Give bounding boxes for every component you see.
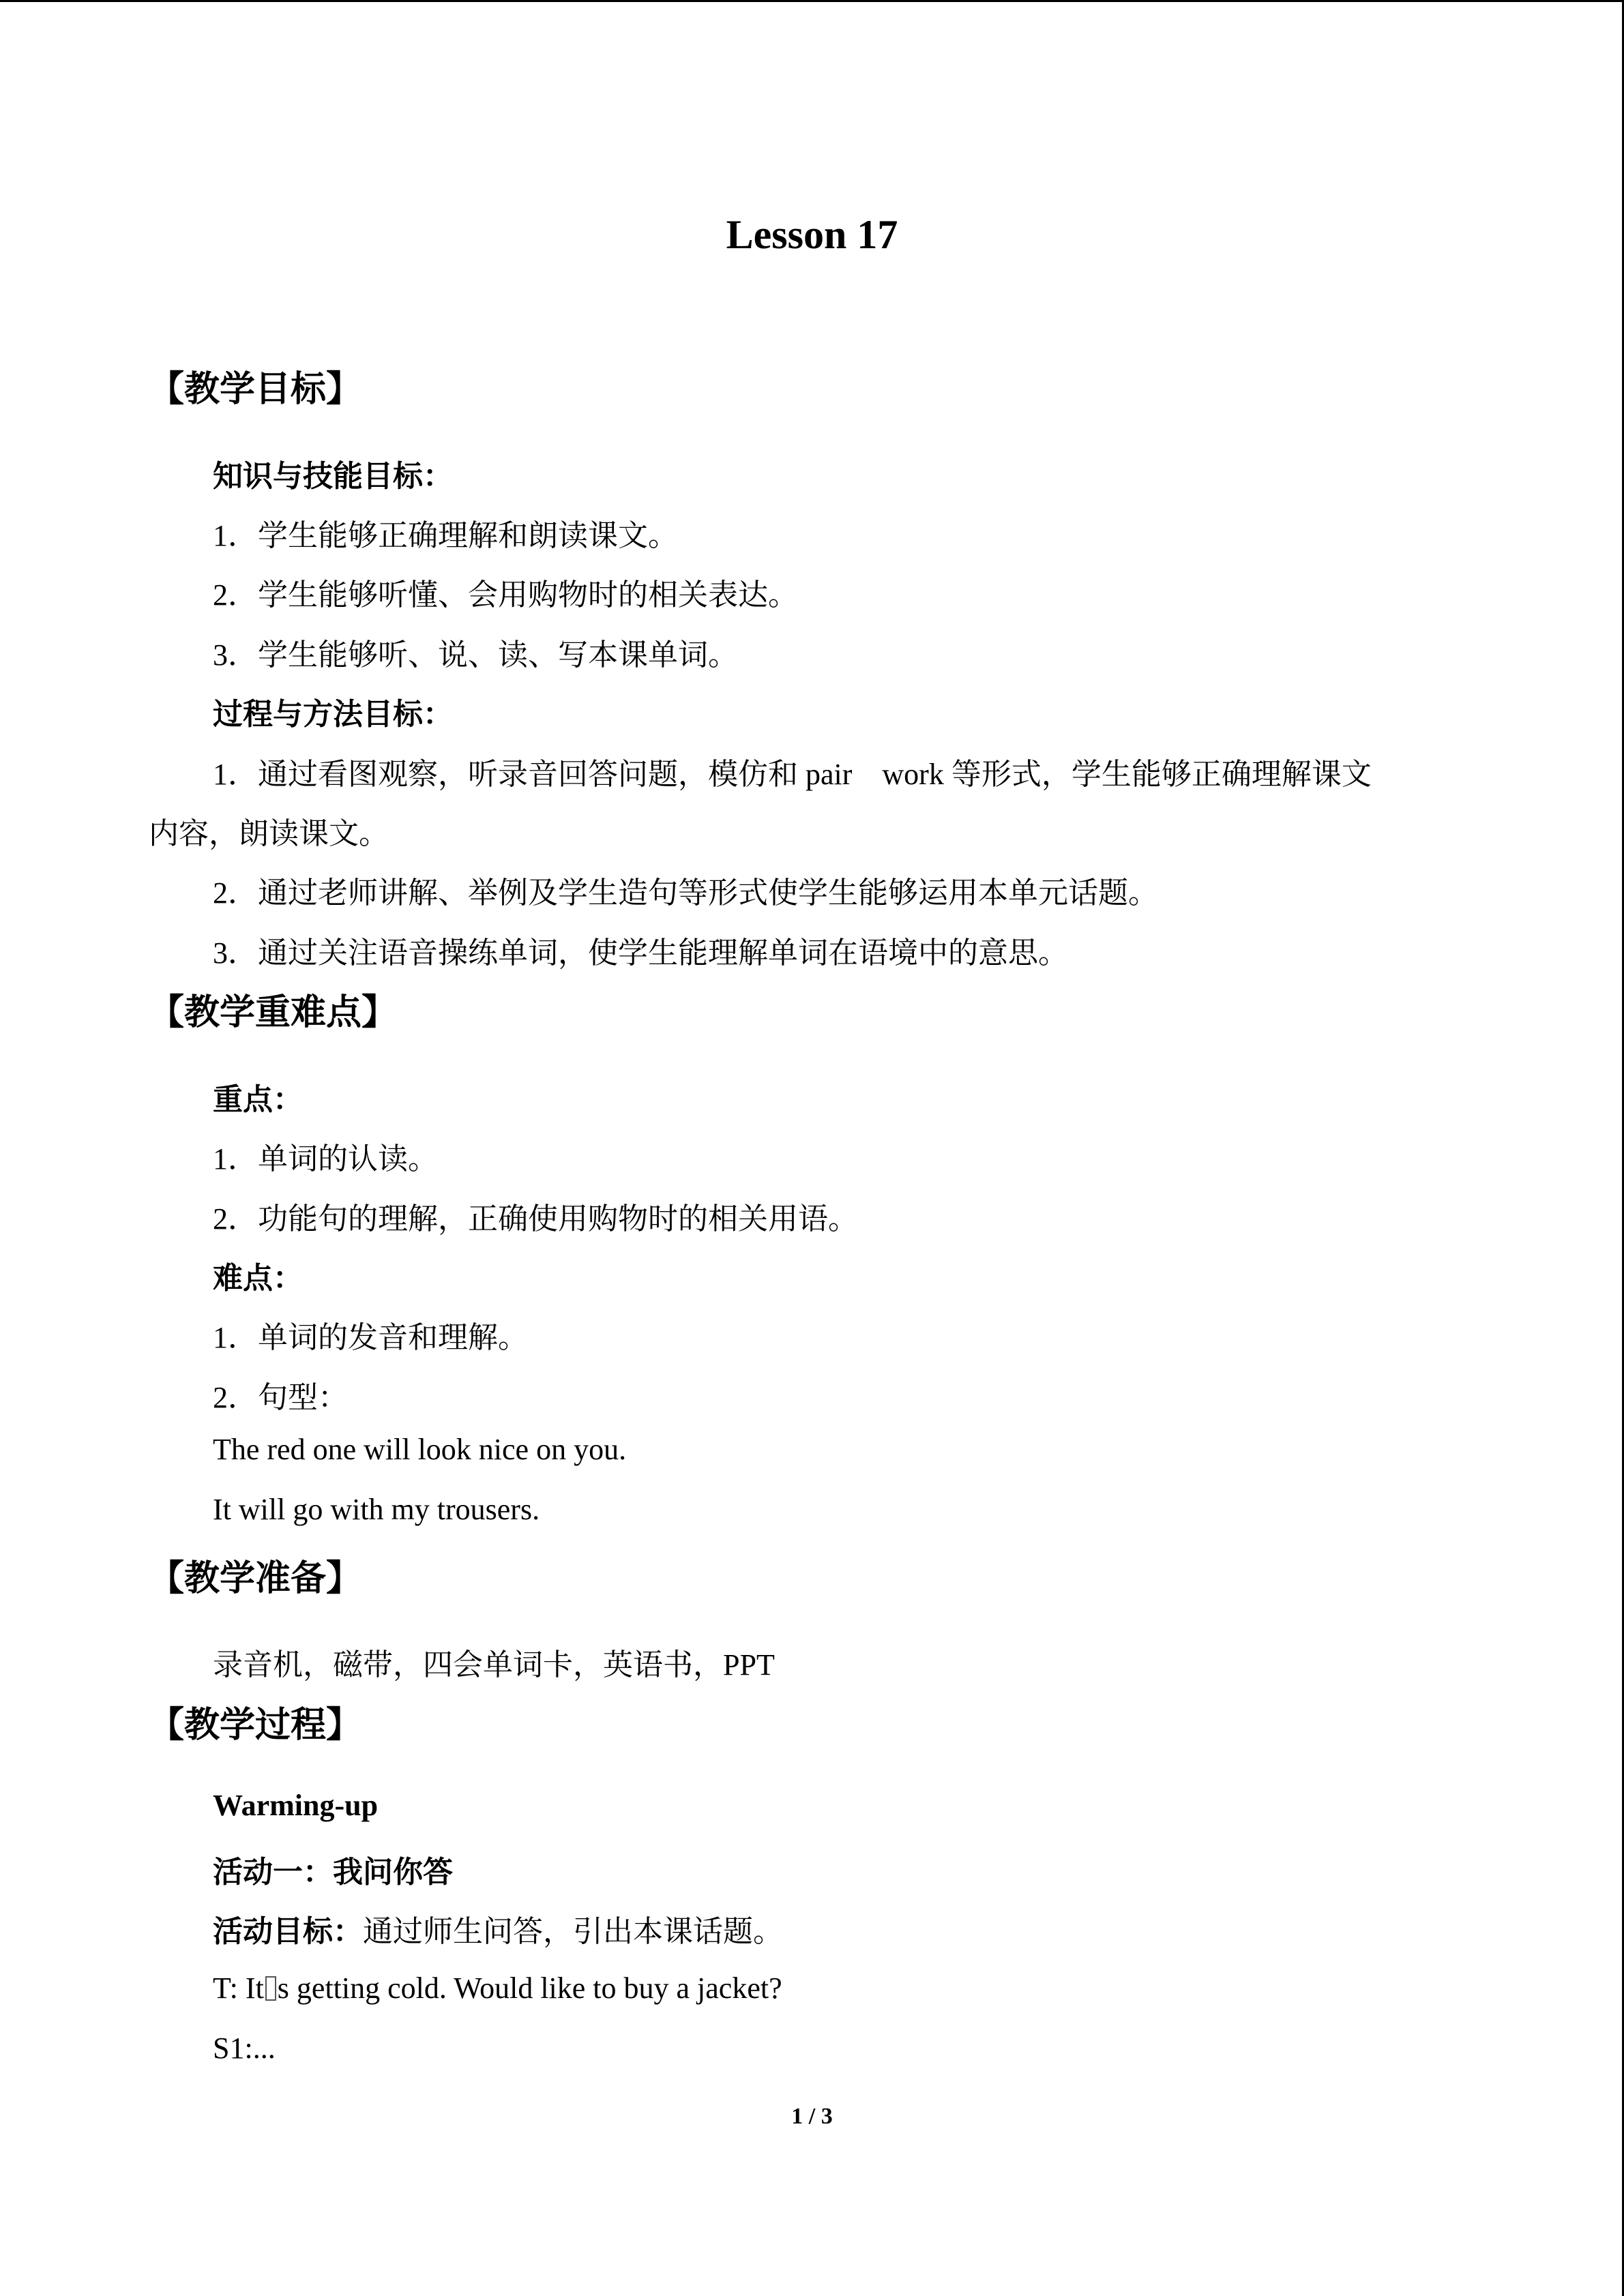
objectives-heading: 【教学目标】	[149, 369, 362, 410]
process-label: 过程与方法目标：	[213, 698, 453, 731]
key-label: 重点：	[213, 1083, 303, 1116]
difficult-label: 难点：	[213, 1262, 303, 1295]
student-line: S1:...	[213, 2031, 276, 2065]
sentence-1: The red one will look nice on you.	[213, 1433, 627, 1466]
sentence-2: It will go with my trousers.	[213, 1493, 540, 1526]
warmup-label: Warming-up	[213, 1789, 379, 1822]
teacher-line-end: s getting cold. Would like to buy a jacket?	[277, 1971, 782, 2005]
teacher-line-start: T: It	[213, 1971, 264, 2005]
process-item-1-line-1: 1．通过看图观察，听录音回答问题，模仿和 pair work 等形式，学生能够正确理解课文	[213, 758, 1372, 791]
knowledge-item-1: 1．学生能够正确理解和朗读课文。	[213, 519, 678, 552]
teacher-line	[213, 1971, 782, 2006]
process-item-3: 3．通过关注语音操练单词，使学生能理解单词在语境中的意思。	[213, 936, 1068, 970]
difficult-item-1: 1．单词的发音和理解。	[213, 1321, 528, 1354]
preparation-heading: 【教学准备】	[149, 1558, 362, 1599]
knowledge-label: 知识与技能目标：	[213, 460, 453, 493]
knowledge-item-2: 2．学生能够听懂、会用购物时的相关表达。	[213, 578, 798, 612]
activity-title: 活动一：我问你答	[213, 1855, 453, 1889]
page-title: Lesson 17	[726, 212, 898, 257]
process-item-2: 2．通过老师讲解、举例及学生造句等形式使学生能够运用本单元话题。	[213, 876, 1158, 910]
process-item-1-line-2: 内容，朗读课文。	[149, 817, 389, 850]
missing-glyph-icon	[265, 1976, 276, 2001]
activity-goal-text: 通过师生问答，引出本课话题。	[363, 1915, 783, 1948]
key-item-2: 2．功能句的理解，正确使用购物时的相关用语。	[213, 1202, 858, 1236]
key-points-heading: 【教学重难点】	[149, 992, 398, 1033]
page-border-top	[0, 0, 1624, 2]
key-item-1: 1．单词的认读。	[213, 1142, 438, 1176]
page-number: 1 / 3	[791, 2104, 833, 2129]
activity-goal	[213, 1907, 783, 1950]
difficult-item-2: 2．句型：	[213, 1381, 348, 1414]
preparation-text: 录音机，磁带，四会单词卡，英语书，PPT	[213, 1648, 775, 1682]
knowledge-item-3: 3．学生能够听、说、读、写本课单词。	[213, 638, 738, 672]
process-heading: 【教学过程】	[149, 1705, 362, 1746]
activity-goal-label: 活动目标：	[213, 1915, 363, 1948]
